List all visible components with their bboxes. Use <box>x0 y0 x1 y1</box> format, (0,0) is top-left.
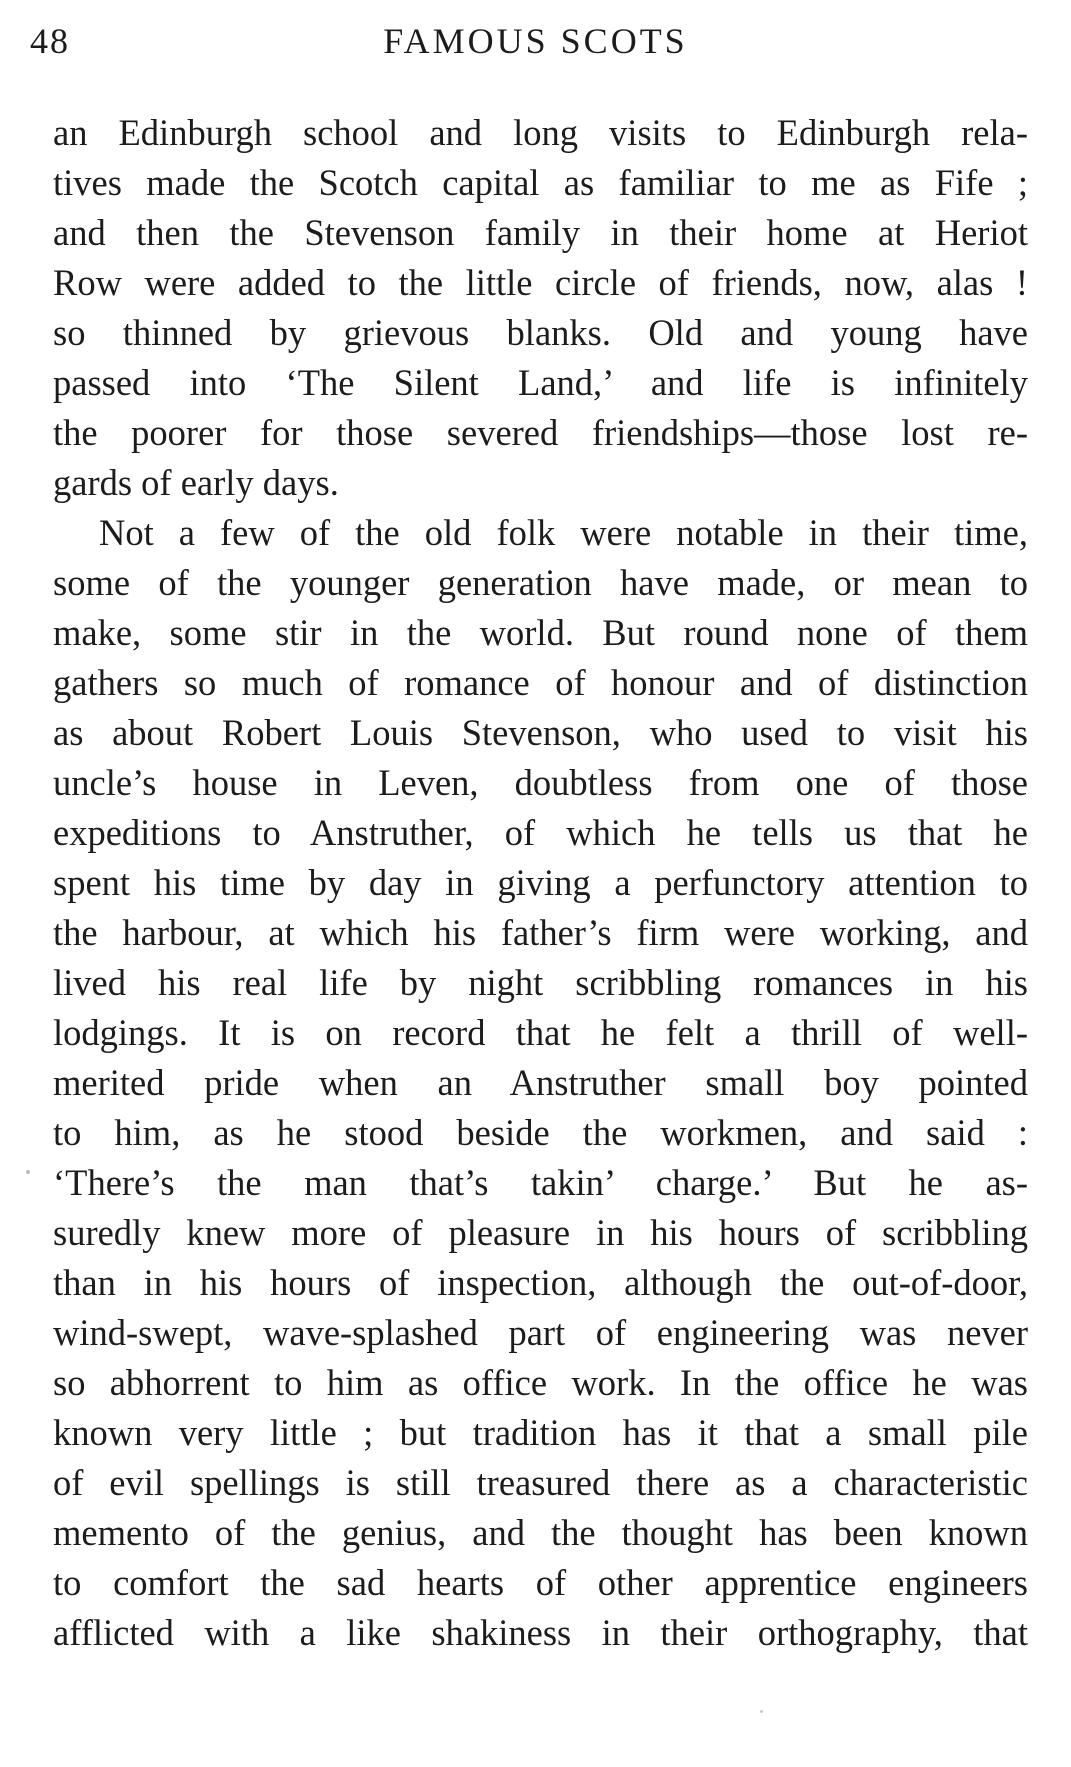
text-line: spent his time by day in giving a perfunctory attention to <box>53 862 1028 903</box>
text-line: Row were added to the little circle of friends, now, alas ! <box>53 262 1028 303</box>
text-line: suredly knew more of pleasure in his hours of scribbling <box>53 1212 1028 1253</box>
text-line: of evil spellings is still treasured there as a characteristic <box>53 1462 1028 1503</box>
text-line: gards of early days. <box>53 462 339 503</box>
body-text <box>53 108 1028 1658</box>
running-title: FAMOUS SCOTS <box>383 21 688 61</box>
text-line: to him, as he stood beside the workmen, and said : <box>53 1112 1028 1153</box>
text-line: so abhorrent to him as office work. In the office he was <box>53 1362 1028 1403</box>
text-line: make, some stir in the world. But round none of them <box>53 612 1028 653</box>
paper-speck <box>760 1710 763 1713</box>
text-line: the harbour, at which his father’s firm were working, and <box>53 912 1028 953</box>
text-line: than in his hours of inspection, although the out-of-door, <box>53 1262 1028 1303</box>
text-line: memento of the genius, and the thought has been known <box>53 1512 1028 1553</box>
page-number: 48 <box>30 21 70 61</box>
text-line: tives made the Scotch capital as familiar to me as Fife ; <box>53 162 1028 203</box>
text-line: passed into ‘The Silent Land,’ and life is infinitely <box>53 362 1028 403</box>
text-line: some of the younger generation have made, or mean to <box>53 562 1028 603</box>
text-line: and then the Stevenson family in their home at Heriot <box>53 212 1028 253</box>
text-line: ‘There’s the man that’s takin’ charge.’ But he as- <box>53 1162 1028 1203</box>
text-line: Not a few of the old folk were notable in their time, <box>99 512 1028 553</box>
margin-speck <box>26 1170 30 1174</box>
text-line: expeditions to Anstruther, of which he tells us that he <box>53 812 1028 853</box>
text-line: so thinned by grievous blanks. Old and young have <box>53 312 1028 353</box>
text-line: afflicted with a like shakiness in their orthography, that <box>53 1612 1028 1653</box>
text-line: uncle’s house in Leven, doubtless from one of those <box>53 762 1028 803</box>
text-line: the poorer for those severed friendships—those lost re- <box>53 412 1028 453</box>
text-line: merited pride when an Anstruther small boy pointed <box>53 1062 1028 1103</box>
text-line: gathers so much of romance of honour and of distinction <box>53 662 1028 703</box>
text-line: an Edinburgh school and long visits to Edinburgh rela- <box>53 112 1028 153</box>
text-line: lived his real life by night scribbling romances in his <box>53 962 1028 1003</box>
page-header <box>0 14 1071 74</box>
text-line: lodgings. It is on record that he felt a thrill of well- <box>53 1012 1028 1053</box>
text-line: wind-swept, wave-splashed part of engineering was never <box>53 1312 1028 1353</box>
text-line: to comfort the sad hearts of other apprentice engineers <box>53 1562 1028 1603</box>
text-line: as about Robert Louis Stevenson, who used to visit his <box>53 712 1028 753</box>
text-line: known very little ; but tradition has it that a small pile <box>53 1412 1028 1453</box>
